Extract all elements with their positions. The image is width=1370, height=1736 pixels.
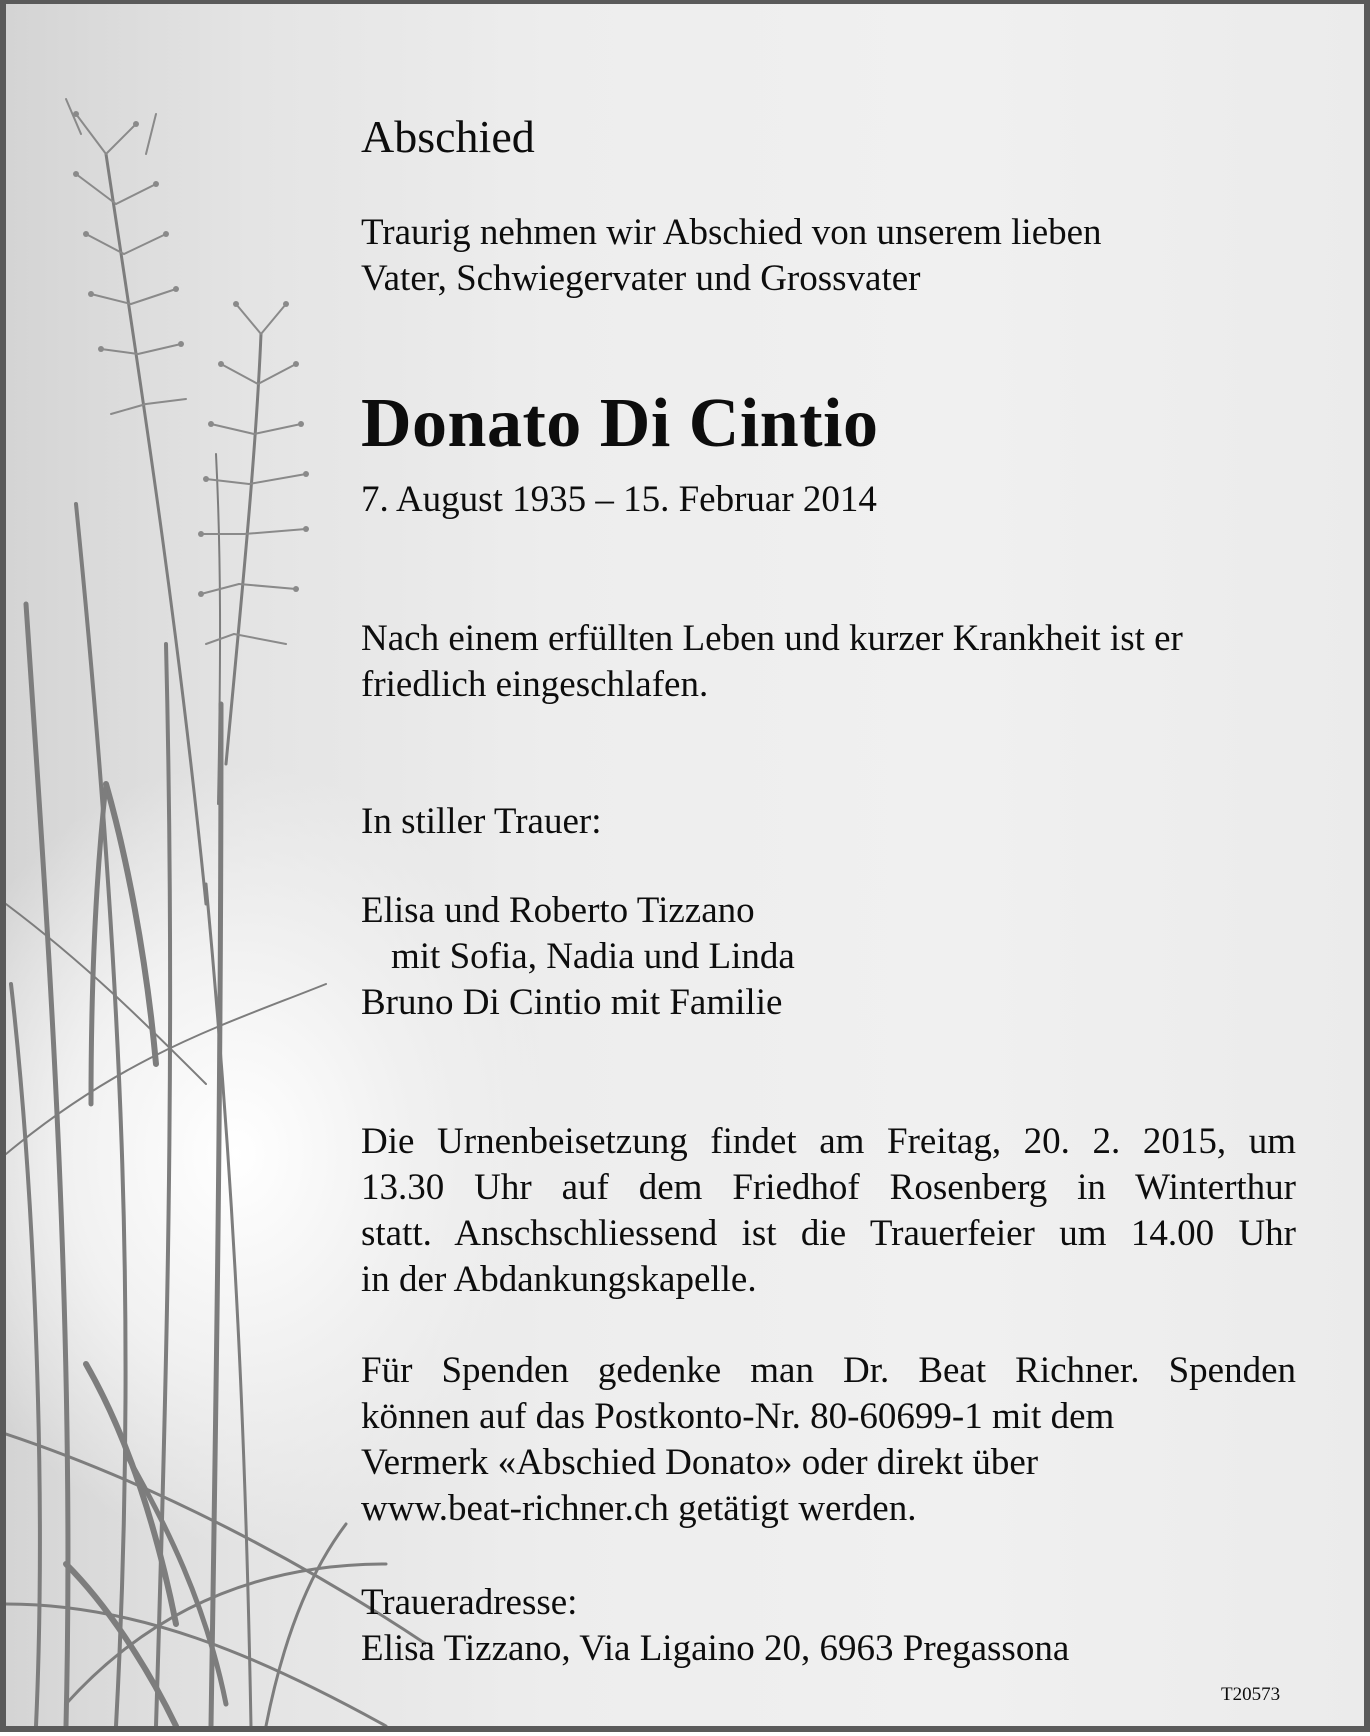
address-text: Elisa Tizzano, Via Ligaino 20, 6963 Pregassona [361,1628,1070,1669]
donation-line: können auf das Postkonto-Nr. 80-60699-1 mit dem [361,1396,1115,1437]
deceased-name: Donato Di Cintio [361,385,879,462]
family-member: Elisa und Roberto Tizzano [361,890,755,931]
family-list [361,888,795,1026]
life-dates: 7. August 1935 – 15. Februar 2014 [361,479,877,520]
burial-line: in der Abdankungskapelle. [361,1259,757,1300]
family-member: Bruno Di Cintio mit Familie [361,982,783,1023]
burial-line: Die Urnenbeisetzung findet am Freitag, 20. 2. 2015, um [361,1121,1296,1162]
donation-line: Für Spenden gedenke man Dr. Beat Richner. Spenden [361,1350,1296,1391]
intro-line: Traurig nehmen wir Abschied von unserem lieben [361,212,1102,253]
intro-line: Vater, Schwiegervater und Grossvater [361,258,921,299]
family-member: mit Sofia, Nadia und Linda [391,936,795,977]
statement-line: Nach einem erfüllten Leben und kurzer Krankheit ist er [361,618,1183,659]
statement-text [361,616,1183,708]
donation-line: Vermerk «Abschied Donato» oder direkt über [361,1442,1039,1483]
burial-line: statt. Anschschliessend ist die Trauerfeier um 14.00 Uhr [361,1213,1296,1254]
statement-line: friedlich eingeschlafen. [361,664,709,705]
mourning-address [361,1580,1069,1672]
notice-heading: Abschied [361,111,535,162]
mourning-label: In stiller Trauer: [361,801,602,842]
burial-line: 13.30 Uhr auf dem Friedhof Rosenberg in Winterthur [361,1167,1296,1208]
donation-info [361,1348,1296,1532]
intro-text [361,210,1102,302]
donation-line: www.beat-richner.ch getätigt werden. [361,1488,917,1529]
burial-info [361,1119,1296,1303]
ad-code: T20573 [1221,1684,1281,1705]
address-label: Traueradresse: [361,1582,578,1623]
